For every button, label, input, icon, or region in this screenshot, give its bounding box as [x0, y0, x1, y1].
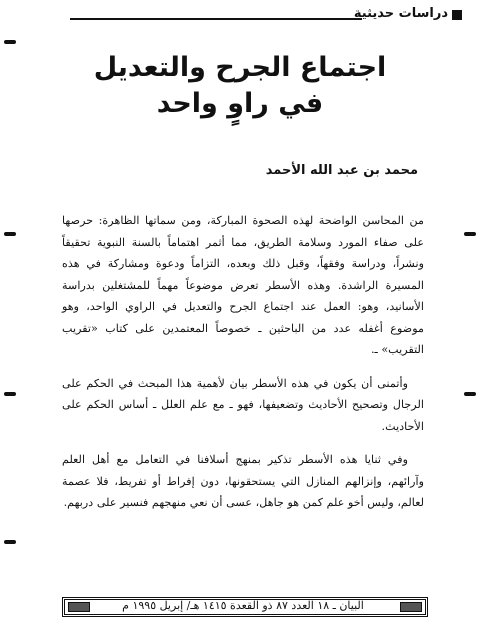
section-label: دراسات حديثية	[353, 6, 448, 21]
page-footer	[62, 597, 428, 617]
article-body	[62, 210, 424, 526]
margin-mark-icon	[464, 392, 476, 396]
paragraph: وفي ثنايا هذه الأسطر تذكير بمنهج أسلافنا في التعامل مع أهل العلم وآرائهم، وإنزالهم المنازل التي يستحقونها، دون إفراط أو تفريط، فلا عصمة لعالم، وليس أخو علم كمن هو جاهل، عسى أن نعي منهجهم فنسير على دربهم.	[62, 453, 424, 509]
author-name: محمد بن عبد الله الأحمد	[265, 163, 418, 178]
header-square-icon	[452, 10, 462, 20]
footer-frame	[64, 599, 426, 615]
margin-mark-icon	[4, 232, 16, 236]
footer-block-icon	[400, 602, 422, 612]
paragraph: وأتمنى أن يكون في هذه الأسطر بيان لأهمية هذا المبحث في الحكم على الرجال وتصحيح الأحاديث وتضعيفها، فهو ـ مع علم العلل ـ أساس الحكم على الأحاديث.	[62, 376, 424, 433]
article-title-line-2: في راوٍ واحد	[156, 88, 324, 119]
article-title: اجتماع الجرح والتعديل	[93, 52, 387, 83]
margin-mark-icon	[4, 392, 16, 396]
footer-block-icon	[68, 602, 90, 612]
header-rule	[70, 18, 362, 20]
footer-citation: البيان ـ ١٨ العدد ٨٧ ذو القعدة ١٤١٥ هـ/ إبريل ١٩٩٥ م	[122, 599, 364, 612]
running-header	[70, 6, 462, 26]
margin-mark-icon	[4, 40, 16, 44]
paragraph: من المحاسن الواضحة لهذه الصحوة المباركة، ومن سماتها الظاهرة: حرصها على صفاء المورد وسلامة الطريق، مما أثمر اهتماماً بالسنة النبوية تحقيقاً ونشراً، ودراسة وفقهاً، وقبل ذلك وبعده، التزاماً ودعوة ومشاركة في هذه المسيرة الراشدة. وهذه الأسطر تعرض موضوعاً مهماً للمشتغلين بدراسة الأسانيد، وهو: العمل عند اجتماع الجرح والتعديل في الراوي الواحد، وهو موضوع أغفله عدد من الباحثين ـ خصوصاً المعتمدين على كتاب «تقريب التقريب» ـ.	[62, 214, 424, 356]
margin-mark-icon	[464, 232, 476, 236]
margin-mark-icon	[4, 540, 16, 544]
